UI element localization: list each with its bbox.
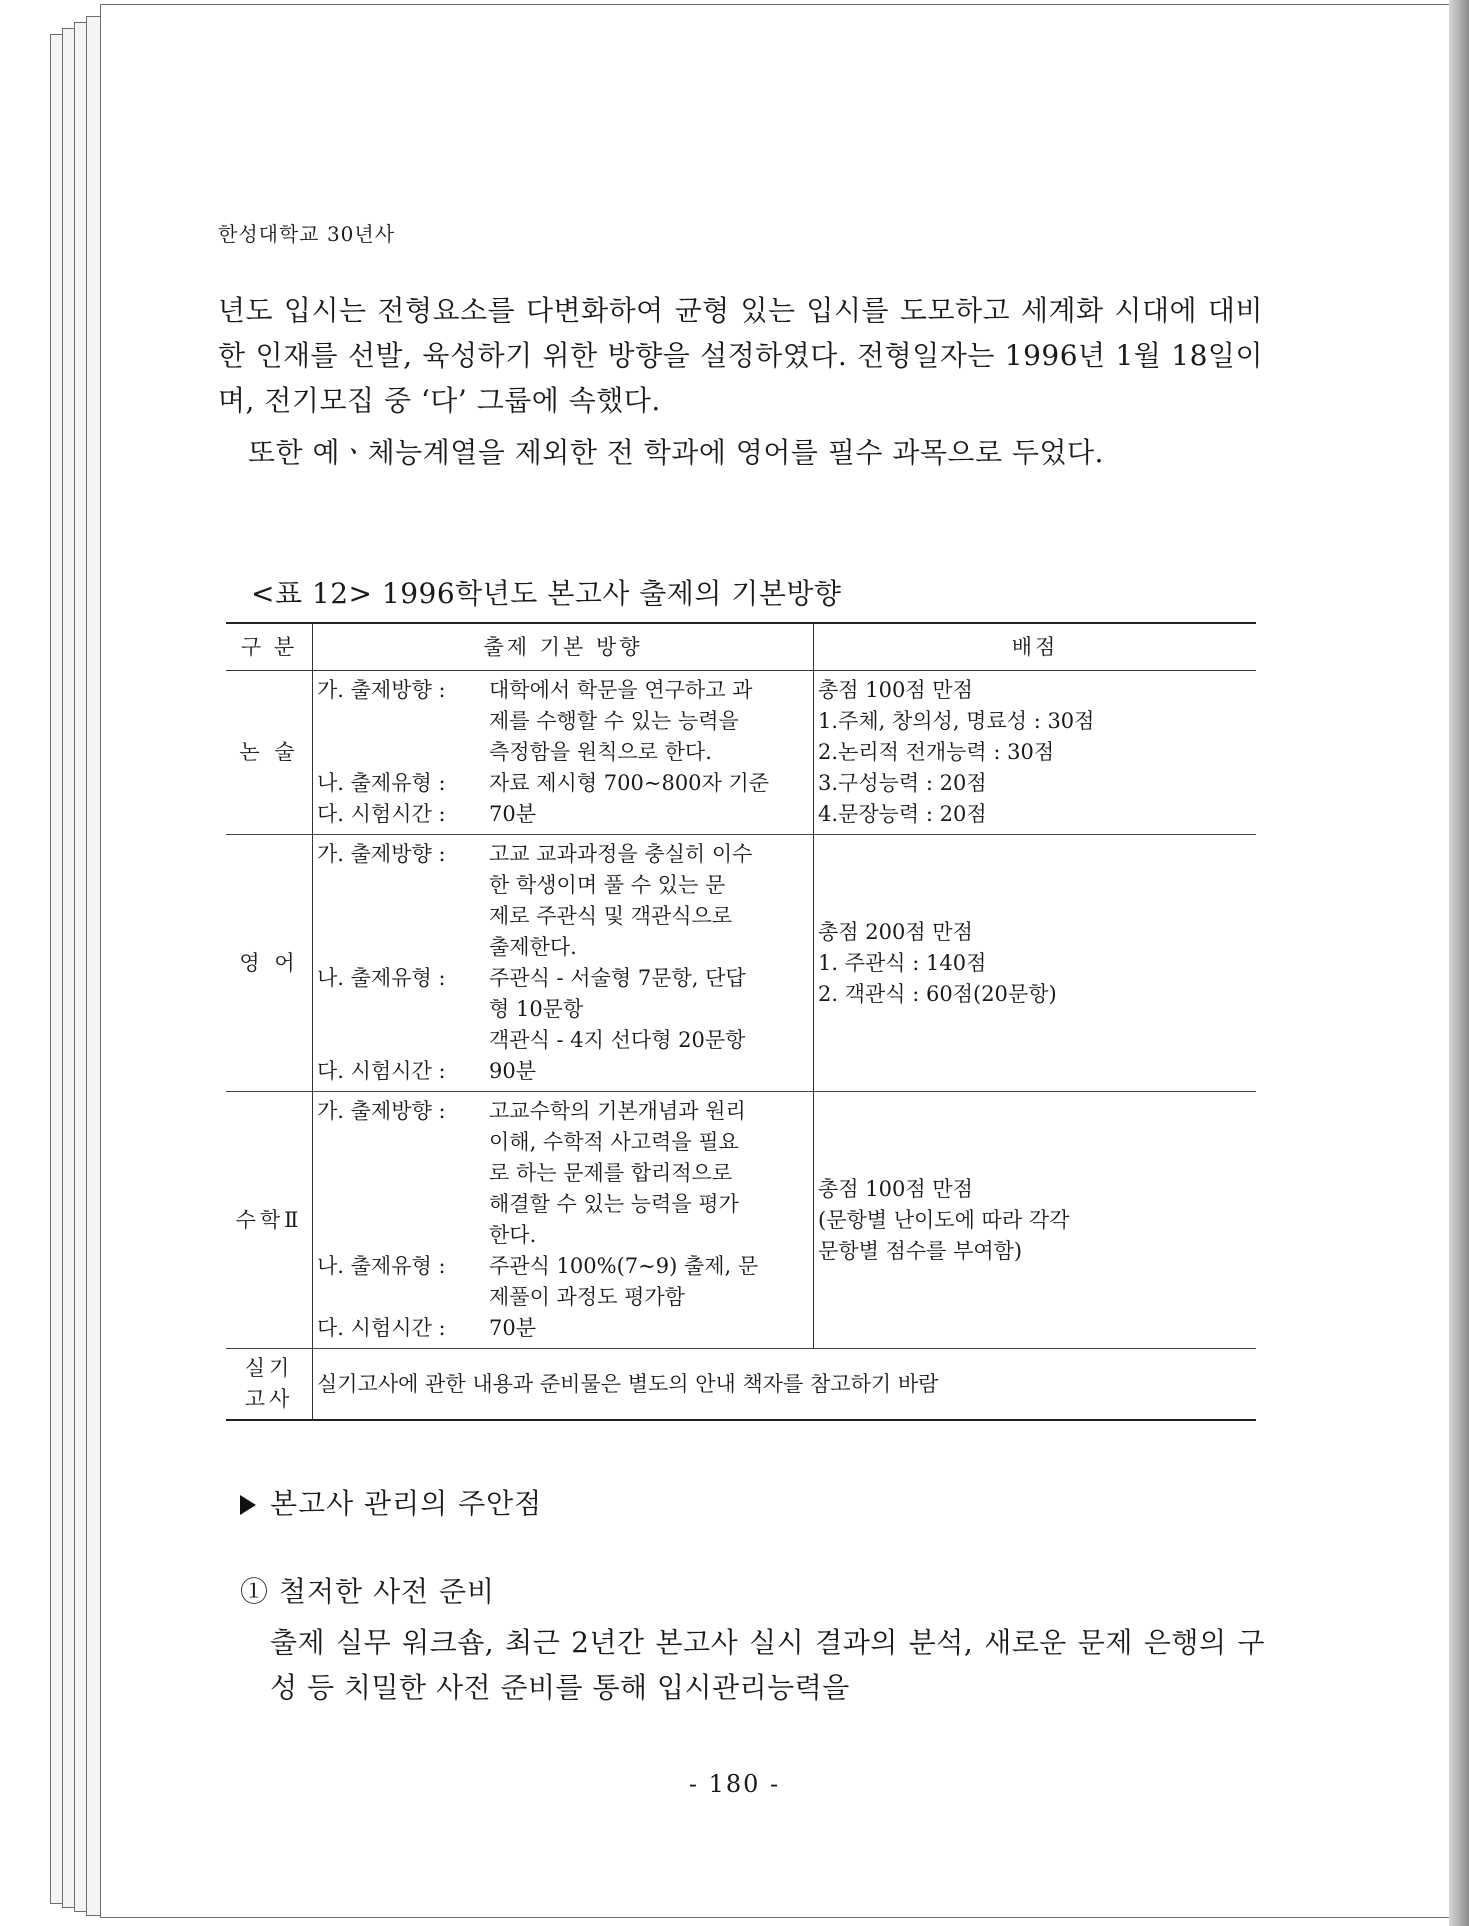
header-score: 배점 bbox=[814, 623, 1257, 671]
category-line: 실기 bbox=[244, 1356, 294, 1380]
guide-text: 주관식 - 서술형 7문항, 단답 bbox=[489, 966, 746, 990]
guide-line bbox=[317, 963, 809, 994]
section-heading-text: 본고사 관리의 주안점 bbox=[270, 1487, 543, 1520]
guide-label: 가. 출제방향 : bbox=[317, 678, 446, 702]
score-line: 1.주체, 창의성, 명료성 : 30점 bbox=[818, 709, 1095, 733]
section-heading bbox=[240, 1482, 542, 1522]
exam-table bbox=[226, 622, 1256, 1421]
guide-label: 가. 출제방향 : bbox=[317, 842, 446, 866]
guide-line bbox=[317, 737, 809, 768]
guide-text: 자료 제시형 700∼800자 기준 bbox=[489, 771, 770, 795]
row-guide bbox=[313, 835, 814, 1092]
guide-line bbox=[317, 870, 809, 901]
page-number: - 180 - bbox=[688, 1770, 781, 1798]
guide-label: 다. 시험시간 : bbox=[317, 1316, 446, 1340]
guide-text: 고교 교과과정을 충실히 이수 bbox=[489, 842, 753, 866]
guide-label: 다. 시험시간 : bbox=[317, 802, 446, 826]
category-line: 고사 bbox=[244, 1387, 294, 1411]
row-guide bbox=[313, 671, 814, 835]
guide-line bbox=[317, 1313, 809, 1344]
guide-label: 나. 출제유형 : bbox=[317, 1254, 446, 1278]
row-score bbox=[814, 671, 1257, 835]
guide-text: 한 학생이며 풀 수 있는 문 bbox=[489, 873, 726, 897]
score-line: 3.구성능력 : 20점 bbox=[818, 771, 987, 795]
guide-text: 제로 주관식 및 객관식으로 bbox=[489, 904, 733, 928]
header-guide: 출제 기본 방향 bbox=[313, 623, 814, 671]
guide-line bbox=[317, 1251, 809, 1282]
guide-line bbox=[317, 839, 809, 870]
guide-line bbox=[317, 932, 809, 963]
guide-line bbox=[317, 1127, 809, 1158]
table-header-row bbox=[226, 623, 1256, 671]
guide-text: 70분 bbox=[489, 1316, 537, 1340]
row-category: 논 술 bbox=[226, 671, 313, 835]
guide-label: 나. 출제유형 : bbox=[317, 966, 446, 990]
row-guide bbox=[313, 1092, 814, 1349]
guide-line bbox=[317, 1282, 809, 1313]
score-line: 2. 객관식 : 60점(20문항) bbox=[818, 981, 1057, 1006]
table-row bbox=[226, 1092, 1256, 1349]
guide-label: 가. 출제방향 : bbox=[317, 1099, 446, 1123]
table-row bbox=[226, 671, 1256, 835]
guide-line bbox=[317, 675, 809, 706]
guide-line bbox=[317, 901, 809, 932]
guide-line bbox=[317, 994, 809, 1025]
triangle-bullet-icon bbox=[240, 1495, 256, 1515]
guide-text: 제풀이 과정도 평가함 bbox=[489, 1285, 685, 1309]
row-category: 수학Ⅱ bbox=[226, 1092, 313, 1349]
score-line: 2.논리적 전개능력 : 30점 bbox=[818, 740, 1055, 764]
guide-text: 90분 bbox=[489, 1059, 537, 1083]
guide-line bbox=[317, 706, 809, 737]
item-heading: ① 철저한 사전 준비 bbox=[240, 1575, 496, 1608]
table-row-practical bbox=[226, 1349, 1256, 1421]
score-line: 문항별 점수를 부여함) bbox=[818, 1238, 1023, 1263]
paragraph-2: 또한 예ㆍ체능계열을 제외한 전 학과에 영어를 필수 과목으로 두었다. bbox=[248, 436, 1104, 469]
paragraph-3: 출제 실무 워크숍, 최근 2년간 본고사 실시 결과의 분석, 새로운 문제 은행의 구성 등 치밀한 사전 준비를 통해 입시관리능력을 bbox=[270, 1626, 1265, 1704]
score-line: 총점 100점 만점 bbox=[818, 1176, 973, 1201]
row-category: 영 어 bbox=[226, 835, 313, 1092]
header-category: 구 분 bbox=[226, 623, 313, 671]
running-head: 한성대학교 30년사 bbox=[218, 222, 396, 246]
guide-text: 고교수학의 기본개념과 원리 bbox=[489, 1099, 746, 1123]
score-line: (문항별 난이도에 따라 각각 bbox=[818, 1207, 1070, 1232]
practical-exam-note: 실기고사에 관한 내용과 준비물은 별도의 안내 책자를 참고하기 바람 bbox=[313, 1349, 1257, 1421]
row-category bbox=[226, 1349, 313, 1421]
paragraph-1: 년도 입시는 전형요소를 다변화하여 균형 있는 입시를 도모하고 세계화 시대에 대비한 인재를 선발, 육성하기 위한 방향을 설정하였다. 전형일자는 1996년 1월 18일이며, 전기모집 중 ‘다’ 그룹에 속했다. bbox=[218, 294, 1263, 417]
guide-text: 주관식 100%(7∼9) 출제, 문 bbox=[489, 1254, 759, 1278]
guide-text: 출제한다. bbox=[489, 935, 577, 959]
guide-text: 형 10문항 bbox=[489, 997, 584, 1021]
score-line: 1. 주관식 : 140점 bbox=[818, 950, 987, 975]
guide-label: 다. 시험시간 : bbox=[317, 1059, 446, 1083]
guide-text: 이해, 수학적 사고력을 필요 bbox=[489, 1130, 739, 1154]
page-stack-edge bbox=[86, 16, 101, 1916]
score-line: 4.문장능력 : 20점 bbox=[818, 802, 987, 826]
row-score bbox=[814, 835, 1257, 1092]
page-shadow bbox=[1449, 0, 1469, 1926]
guide-line bbox=[317, 768, 809, 799]
guide-label: 나. 출제유형 : bbox=[317, 771, 446, 795]
guide-line bbox=[317, 1220, 809, 1251]
guide-text: 해결할 수 있는 능력을 평가 bbox=[489, 1192, 739, 1216]
guide-text: 로 하는 문제를 합리적으로 bbox=[489, 1161, 733, 1185]
guide-text: 대학에서 학문을 연구하고 과 bbox=[489, 678, 753, 702]
table-caption: <표 12> 1996학년도 본고사 출제의 기본방향 bbox=[251, 577, 842, 610]
guide-text: 제를 수행할 수 있는 능력을 bbox=[489, 709, 739, 733]
table-row bbox=[226, 835, 1256, 1092]
guide-line bbox=[317, 1189, 809, 1220]
guide-line bbox=[317, 799, 809, 830]
score-line: 총점 200점 만점 bbox=[818, 919, 973, 944]
guide-line bbox=[317, 1158, 809, 1189]
guide-text: 측정함을 원칙으로 한다. bbox=[489, 740, 712, 764]
score-line: 총점 100점 만점 bbox=[818, 678, 973, 702]
guide-line bbox=[317, 1025, 809, 1056]
guide-line bbox=[317, 1096, 809, 1127]
row-score bbox=[814, 1092, 1257, 1349]
guide-text: 70분 bbox=[489, 802, 537, 826]
guide-text: 객관식 - 4지 선다형 20문항 bbox=[489, 1028, 746, 1052]
guide-line bbox=[317, 1056, 809, 1087]
guide-text: 한다. bbox=[489, 1223, 537, 1247]
